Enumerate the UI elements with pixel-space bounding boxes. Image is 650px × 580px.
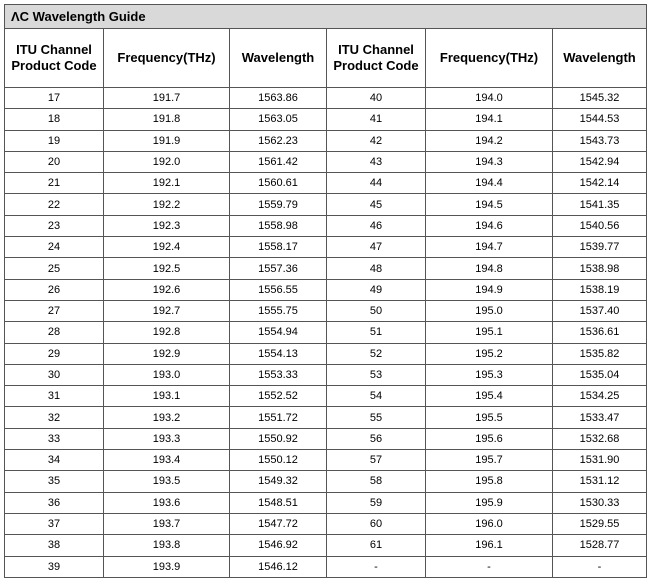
wavelength-right-cell: 1531.90	[553, 450, 647, 471]
frequency-right-cell: 194.6	[426, 215, 553, 236]
channel-left-cell: 17	[5, 88, 104, 109]
channel-left-cell: 30	[5, 364, 104, 385]
table-row	[5, 364, 647, 385]
table-row	[5, 88, 647, 109]
wavelength-right-cell: 1544.53	[553, 109, 647, 130]
wavelength-right-cell: -	[553, 556, 647, 577]
frequency-left-cell: 193.6	[104, 492, 230, 513]
table-row	[5, 130, 647, 151]
wavelength-right-cell: 1531.12	[553, 471, 647, 492]
wavelength-left-cell: 1550.92	[230, 428, 327, 449]
wavelength-left-cell: 1558.17	[230, 237, 327, 258]
channel-left-cell: 29	[5, 343, 104, 364]
table-row	[5, 237, 647, 258]
channel-left-cell: 37	[5, 513, 104, 534]
frequency-right-cell: 195.6	[426, 428, 553, 449]
wavelength-left-cell: 1556.55	[230, 279, 327, 300]
frequency-right-cell: 195.5	[426, 407, 553, 428]
wavelength-right-cell: 1538.98	[553, 258, 647, 279]
frequency-left-cell: 191.9	[104, 130, 230, 151]
column-header-row	[5, 29, 647, 88]
frequency-right-cell: 195.0	[426, 300, 553, 321]
wavelength-left-cell: 1546.12	[230, 556, 327, 577]
channel-right-cell: 54	[327, 386, 426, 407]
wavelength-left-cell: 1560.61	[230, 173, 327, 194]
table-row	[5, 428, 647, 449]
column-header-channel-right: ITU Channel Product Code	[327, 29, 426, 88]
channel-right-cell: 48	[327, 258, 426, 279]
wavelength-right-cell: 1535.82	[553, 343, 647, 364]
frequency-left-cell: 193.4	[104, 450, 230, 471]
channel-right-cell: 60	[327, 513, 426, 534]
channel-right-cell: 58	[327, 471, 426, 492]
wavelength-left-cell: 1557.36	[230, 258, 327, 279]
frequency-left-cell: 192.1	[104, 173, 230, 194]
channel-left-cell: 31	[5, 386, 104, 407]
frequency-right-cell: 195.9	[426, 492, 553, 513]
table-row	[5, 450, 647, 471]
frequency-right-cell: -	[426, 556, 553, 577]
frequency-right-cell: 194.2	[426, 130, 553, 151]
frequency-left-cell: 192.6	[104, 279, 230, 300]
table-row	[5, 279, 647, 300]
table-row	[5, 151, 647, 172]
channel-left-cell: 27	[5, 300, 104, 321]
wavelength-left-cell: 1550.12	[230, 450, 327, 471]
frequency-left-cell: 193.7	[104, 513, 230, 534]
frequency-left-cell: 192.3	[104, 215, 230, 236]
table-row	[5, 386, 647, 407]
channel-left-cell: 24	[5, 237, 104, 258]
frequency-left-cell: 193.5	[104, 471, 230, 492]
wavelength-table	[4, 4, 647, 578]
table-title: ΛC Wavelength Guide	[5, 5, 647, 29]
table-row	[5, 300, 647, 321]
frequency-left-cell: 193.2	[104, 407, 230, 428]
wavelength-right-cell: 1537.40	[553, 300, 647, 321]
channel-left-cell: 36	[5, 492, 104, 513]
frequency-left-cell: 191.7	[104, 88, 230, 109]
frequency-left-cell: 192.4	[104, 237, 230, 258]
frequency-right-cell: 194.5	[426, 194, 553, 215]
channel-right-cell: 61	[327, 535, 426, 556]
wavelength-left-cell: 1552.52	[230, 386, 327, 407]
frequency-left-cell: 193.1	[104, 386, 230, 407]
channel-left-cell: 32	[5, 407, 104, 428]
table-row	[5, 492, 647, 513]
wavelength-right-cell: 1536.61	[553, 322, 647, 343]
wavelength-left-cell: 1555.75	[230, 300, 327, 321]
table-row	[5, 194, 647, 215]
table-row	[5, 258, 647, 279]
channel-right-cell: 51	[327, 322, 426, 343]
table-body	[5, 88, 647, 578]
frequency-left-cell: 192.0	[104, 151, 230, 172]
channel-left-cell: 35	[5, 471, 104, 492]
wavelength-left-cell: 1554.94	[230, 322, 327, 343]
frequency-left-cell: 192.8	[104, 322, 230, 343]
wavelength-right-cell: 1540.56	[553, 215, 647, 236]
channel-left-cell: 25	[5, 258, 104, 279]
frequency-left-cell: 192.2	[104, 194, 230, 215]
channel-right-cell: 43	[327, 151, 426, 172]
table-row	[5, 471, 647, 492]
frequency-left-cell: 193.0	[104, 364, 230, 385]
wavelength-left-cell: 1554.13	[230, 343, 327, 364]
channel-left-cell: 19	[5, 130, 104, 151]
wavelength-left-cell: 1563.05	[230, 109, 327, 130]
frequency-right-cell: 194.9	[426, 279, 553, 300]
channel-right-cell: 40	[327, 88, 426, 109]
wavelength-left-cell: 1546.92	[230, 535, 327, 556]
frequency-left-cell: 193.9	[104, 556, 230, 577]
channel-right-cell: 49	[327, 279, 426, 300]
channel-right-cell: 56	[327, 428, 426, 449]
channel-right-cell: 55	[327, 407, 426, 428]
wavelength-left-cell: 1551.72	[230, 407, 327, 428]
wavelength-left-cell: 1563.86	[230, 88, 327, 109]
column-header-frequency-left: Frequency(THz)	[104, 29, 230, 88]
frequency-left-cell: 193.8	[104, 535, 230, 556]
channel-left-cell: 20	[5, 151, 104, 172]
wavelength-right-cell: 1532.68	[553, 428, 647, 449]
frequency-right-cell: 196.0	[426, 513, 553, 534]
column-header-channel-left: ITU Channel Product Code	[5, 29, 104, 88]
wavelength-right-cell: 1529.55	[553, 513, 647, 534]
wavelength-left-cell: 1553.33	[230, 364, 327, 385]
wavelength-left-cell: 1548.51	[230, 492, 327, 513]
wavelength-right-cell: 1543.73	[553, 130, 647, 151]
channel-right-cell: 52	[327, 343, 426, 364]
column-header-wavelength-right: Wavelength	[553, 29, 647, 88]
table-row	[5, 343, 647, 364]
wavelength-right-cell: 1533.47	[553, 407, 647, 428]
wavelength-right-cell: 1528.77	[553, 535, 647, 556]
frequency-right-cell: 194.0	[426, 88, 553, 109]
frequency-left-cell: 192.7	[104, 300, 230, 321]
channel-left-cell: 22	[5, 194, 104, 215]
frequency-right-cell: 194.4	[426, 173, 553, 194]
frequency-right-cell: 195.7	[426, 450, 553, 471]
channel-left-cell: 33	[5, 428, 104, 449]
wavelength-right-cell: 1539.77	[553, 237, 647, 258]
channel-left-cell: 39	[5, 556, 104, 577]
wavelength-right-cell: 1541.35	[553, 194, 647, 215]
frequency-right-cell: 194.7	[426, 237, 553, 258]
channel-right-cell: 50	[327, 300, 426, 321]
channel-left-cell: 26	[5, 279, 104, 300]
channel-right-cell: 44	[327, 173, 426, 194]
frequency-right-cell: 195.3	[426, 364, 553, 385]
frequency-right-cell: 195.1	[426, 322, 553, 343]
frequency-right-cell: 195.8	[426, 471, 553, 492]
frequency-right-cell: 196.1	[426, 535, 553, 556]
channel-right-cell: 53	[327, 364, 426, 385]
frequency-left-cell: 192.5	[104, 258, 230, 279]
channel-right-cell: -	[327, 556, 426, 577]
channel-left-cell: 34	[5, 450, 104, 471]
wavelength-left-cell: 1547.72	[230, 513, 327, 534]
wavelength-right-cell: 1535.04	[553, 364, 647, 385]
column-header-frequency-right: Frequency(THz)	[426, 29, 553, 88]
channel-left-cell: 28	[5, 322, 104, 343]
wavelength-left-cell: 1559.79	[230, 194, 327, 215]
channel-left-cell: 18	[5, 109, 104, 130]
frequency-right-cell: 195.4	[426, 386, 553, 407]
table-row	[5, 109, 647, 130]
column-header-wavelength-left: Wavelength	[230, 29, 327, 88]
wavelength-right-cell: 1538.19	[553, 279, 647, 300]
table-row	[5, 173, 647, 194]
frequency-right-cell: 194.8	[426, 258, 553, 279]
channel-right-cell: 57	[327, 450, 426, 471]
frequency-left-cell: 193.3	[104, 428, 230, 449]
frequency-right-cell: 194.3	[426, 151, 553, 172]
channel-left-cell: 23	[5, 215, 104, 236]
wavelength-right-cell: 1534.25	[553, 386, 647, 407]
table-title-row	[5, 5, 647, 29]
table-row	[5, 535, 647, 556]
channel-right-cell: 59	[327, 492, 426, 513]
channel-left-cell: 38	[5, 535, 104, 556]
wavelength-left-cell: 1549.32	[230, 471, 327, 492]
wavelength-right-cell: 1530.33	[553, 492, 647, 513]
wavelength-right-cell: 1545.32	[553, 88, 647, 109]
wavelength-guide	[4, 4, 646, 578]
frequency-left-cell: 191.8	[104, 109, 230, 130]
wavelength-right-cell: 1542.94	[553, 151, 647, 172]
channel-right-cell: 46	[327, 215, 426, 236]
channel-right-cell: 41	[327, 109, 426, 130]
channel-right-cell: 42	[327, 130, 426, 151]
channel-right-cell: 45	[327, 194, 426, 215]
table-row	[5, 556, 647, 577]
channel-left-cell: 21	[5, 173, 104, 194]
table-row	[5, 215, 647, 236]
frequency-right-cell: 195.2	[426, 343, 553, 364]
channel-right-cell: 47	[327, 237, 426, 258]
wavelength-left-cell: 1558.98	[230, 215, 327, 236]
table-row	[5, 513, 647, 534]
wavelength-right-cell: 1542.14	[553, 173, 647, 194]
wavelength-left-cell: 1562.23	[230, 130, 327, 151]
table-row	[5, 407, 647, 428]
frequency-right-cell: 194.1	[426, 109, 553, 130]
frequency-left-cell: 192.9	[104, 343, 230, 364]
table-row	[5, 322, 647, 343]
wavelength-left-cell: 1561.42	[230, 151, 327, 172]
